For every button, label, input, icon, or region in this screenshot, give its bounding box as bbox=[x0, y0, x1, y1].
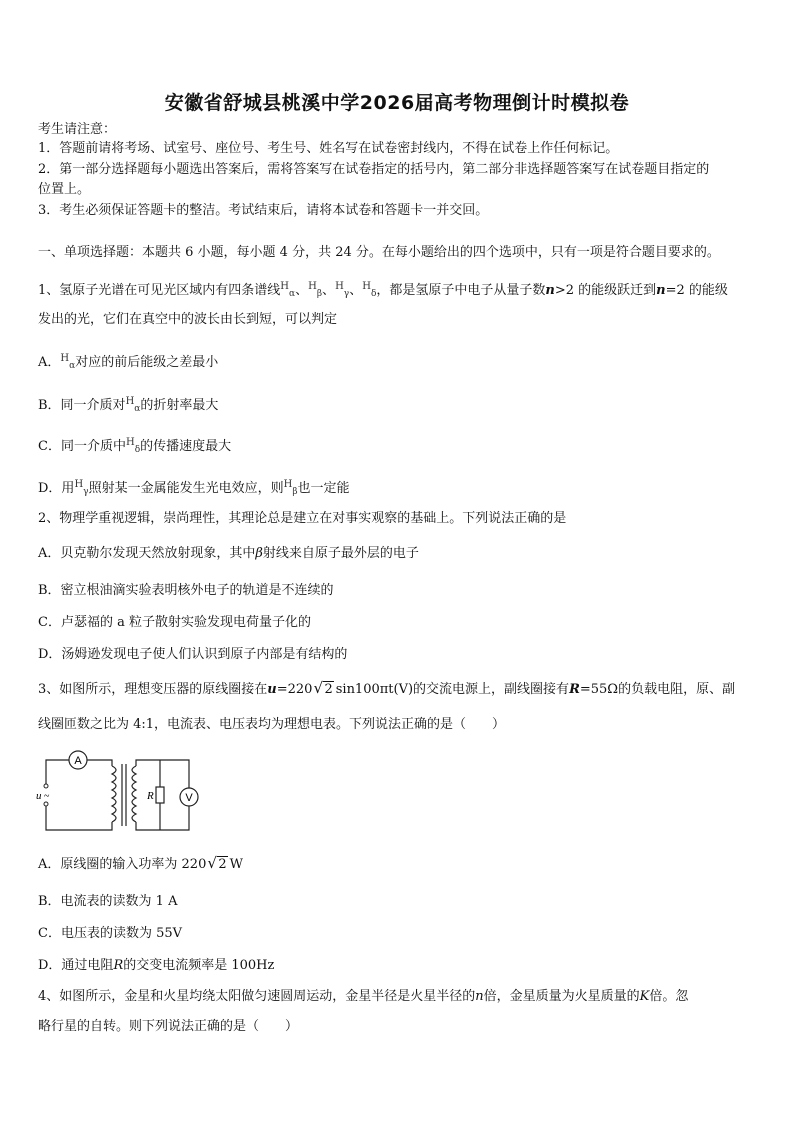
option-text: A．贝克勒尔发现天然放射现象，其中 bbox=[38, 546, 256, 561]
h-symbol: H bbox=[74, 479, 84, 490]
h-symbol: H bbox=[308, 281, 317, 292]
q4-stem-line1 bbox=[38, 988, 688, 1006]
q1-stem-line1 bbox=[38, 278, 728, 303]
primary-wire-top bbox=[46, 760, 69, 784]
option-text: B．同一介质对 bbox=[38, 398, 126, 413]
option-text: W bbox=[229, 857, 243, 872]
secondary-wire-bottom bbox=[136, 806, 189, 830]
q4-stem-line2: 略行星的自转。则下列说法正确的是（ ） bbox=[38, 1019, 299, 1034]
q2-option-d: D．汤姆逊发现电子使人们认识到原子内部是有结构的 bbox=[38, 647, 348, 662]
primary-wire-top-right bbox=[87, 760, 112, 766]
q1-stem-a: 1、氢原子光谱在可见光区域内有四条谱线 bbox=[38, 283, 281, 298]
secondary-coil bbox=[132, 766, 136, 822]
ac-tilde: ~ bbox=[44, 791, 50, 802]
page-title: 安徽省舒城县桃溪中学2026届高考物理倒计时模拟卷 bbox=[164, 92, 630, 114]
separator: 、 bbox=[349, 283, 363, 298]
notice-item-3: 3．考生必须保证答题卡的整洁。考试结束后，请将本试卷和答题卡一并交回。 bbox=[38, 203, 489, 218]
q2-option-a bbox=[38, 545, 419, 563]
separator: 、 bbox=[295, 283, 309, 298]
q3-option-b: B．电流表的读数为 1 A bbox=[38, 894, 178, 909]
sqrt-symbol bbox=[314, 681, 333, 699]
option-text: C．同一介质中 bbox=[38, 439, 126, 454]
sqrt-radicand: 2 bbox=[218, 857, 227, 872]
q1-stem-line2: 发出的光，它们在真空中的波长由长到短，可以判定 bbox=[38, 312, 338, 327]
q3-r-var: R bbox=[569, 682, 580, 697]
terminal-bottom bbox=[44, 802, 48, 806]
transformer-circuit-diagram bbox=[34, 748, 214, 844]
h-beta-sub: β bbox=[292, 487, 298, 497]
option-text: 也一定能 bbox=[297, 481, 350, 496]
h-alpha-sub: α bbox=[69, 361, 76, 371]
option-text: 的交变电流频率是 100Hz bbox=[123, 958, 275, 973]
option-text: 对应的前后能级之差最小 bbox=[75, 355, 219, 370]
q4-n-var: n bbox=[475, 989, 484, 1004]
q3-option-c: C．电压表的读数为 55V bbox=[38, 926, 183, 941]
q3-eq: =220 bbox=[276, 682, 313, 697]
separator: 、 bbox=[322, 283, 336, 298]
voltmeter-label: V bbox=[185, 792, 193, 804]
q3-stem-line1 bbox=[38, 681, 735, 699]
q4-text-b: 倍，金星质量为火星质量的 bbox=[483, 989, 640, 1004]
option-text: 射线来自原子最外层的电子 bbox=[262, 546, 419, 561]
q1-option-d bbox=[38, 476, 350, 501]
q1-gt2: >2 的能级跃迁到 bbox=[554, 283, 657, 298]
notice-item-1: 1．答题前请将考场、试室号、座位号、考生号、姓名写在试卷密封线内，不得在试卷上作任何标记。 bbox=[38, 141, 619, 156]
q4-k-var: K bbox=[639, 989, 650, 1004]
h-gamma-sub: γ bbox=[343, 289, 350, 299]
q2-option-b: B．密立根油滴实验表明核外电子的轨道是不连续的 bbox=[38, 583, 334, 598]
h-delta-sub: δ bbox=[370, 289, 377, 299]
option-label: A． bbox=[38, 355, 61, 370]
q1-n-var: n bbox=[545, 283, 555, 298]
h-symbol: H bbox=[335, 281, 344, 292]
notice-item-2: 2．第一部分选择题每小题选出答案后，需将答案写在试卷指定的括号内，第二部分非选择题答案写在试卷题目指定的 bbox=[38, 162, 710, 177]
q3-u-var: u bbox=[267, 682, 277, 697]
primary-coil bbox=[112, 766, 116, 822]
q4-text-a: 4、如图所示，金星和火星均绕太阳做匀速圆周运动，金星半径是火星半径的 bbox=[38, 989, 476, 1004]
option-text: D．通过电阻 bbox=[38, 958, 114, 973]
secondary-wire-top bbox=[136, 760, 189, 788]
q1-option-b bbox=[38, 393, 218, 418]
h-gamma-sub: γ bbox=[83, 487, 89, 497]
q4-text-c: 倍。忽 bbox=[649, 989, 689, 1004]
h-alpha-sub: α bbox=[289, 289, 296, 299]
h-beta-sub: β bbox=[316, 289, 323, 299]
h-symbol: H bbox=[280, 281, 290, 292]
option-text: 的传播速度最大 bbox=[140, 439, 232, 454]
ammeter-label: A bbox=[74, 755, 82, 767]
h-symbol: H bbox=[283, 479, 293, 490]
q2-option-c: C．卢瑟福的 a 粒子散射实验发现电荷量子化的 bbox=[38, 615, 311, 630]
option-text: 的折射率最大 bbox=[140, 398, 219, 413]
q3-option-a bbox=[38, 856, 243, 874]
option-text: D．用 bbox=[38, 481, 75, 496]
q3-stem-line2: 线圈匝数之比为 4:1，电流表、电压表均为理想电表。下列说法正确的是（ ） bbox=[38, 717, 506, 732]
h-delta-sub: δ bbox=[134, 445, 141, 455]
beta-symbol: β bbox=[255, 546, 263, 561]
sqrt-symbol bbox=[208, 856, 227, 874]
option-text: A．原线圈的输入功率为 220 bbox=[38, 857, 207, 872]
resistor-box bbox=[156, 787, 164, 803]
section-heading: 一、单项选择题：本题共 6 小题，每小题 4 分，共 24 分。在每小题给出的四个选项中，只有一项是符合题目要求的。 bbox=[38, 245, 720, 260]
h-symbol: H bbox=[60, 353, 70, 364]
q2-stem: 2、物理学重视逻辑，崇尚理性，其理论总是建立在对事实观察的基础上。下列说法正确的是 bbox=[38, 511, 567, 526]
q1-option-a bbox=[38, 350, 218, 375]
terminal-top bbox=[44, 784, 48, 788]
resistor-label: R bbox=[147, 790, 154, 802]
q3-r-val: =55Ω的负载电阻，原、副 bbox=[579, 682, 736, 697]
h-symbol: H bbox=[125, 437, 135, 448]
notice-item-2-cont: 位置上。 bbox=[38, 182, 91, 197]
q3-option-d bbox=[38, 957, 274, 975]
q1-eq2: =2 的能级 bbox=[665, 283, 728, 298]
source-label: u bbox=[36, 790, 42, 802]
sqrt-radicand: 2 bbox=[324, 682, 333, 697]
h-alpha-sub: α bbox=[134, 404, 141, 414]
h-symbol: H bbox=[362, 281, 371, 292]
q1-option-c bbox=[38, 434, 231, 459]
r-var: R bbox=[113, 958, 124, 973]
option-text: 照射某一金属能发生光电效应，则 bbox=[88, 481, 284, 496]
notice-heading: 考生请注意： bbox=[38, 122, 117, 137]
q1-stem-b: ，都是氢原子中电子从量子数 bbox=[376, 283, 546, 298]
q3-stem-a: 3、如图所示，理想变压器的原线圈接在 bbox=[38, 682, 268, 697]
h-symbol: H bbox=[125, 396, 135, 407]
primary-wire-bottom bbox=[46, 806, 112, 830]
q3-sin: sin100πt(V)的交流电源上，副线圈接有 bbox=[335, 682, 570, 697]
q1-n-var2: n bbox=[656, 283, 666, 298]
